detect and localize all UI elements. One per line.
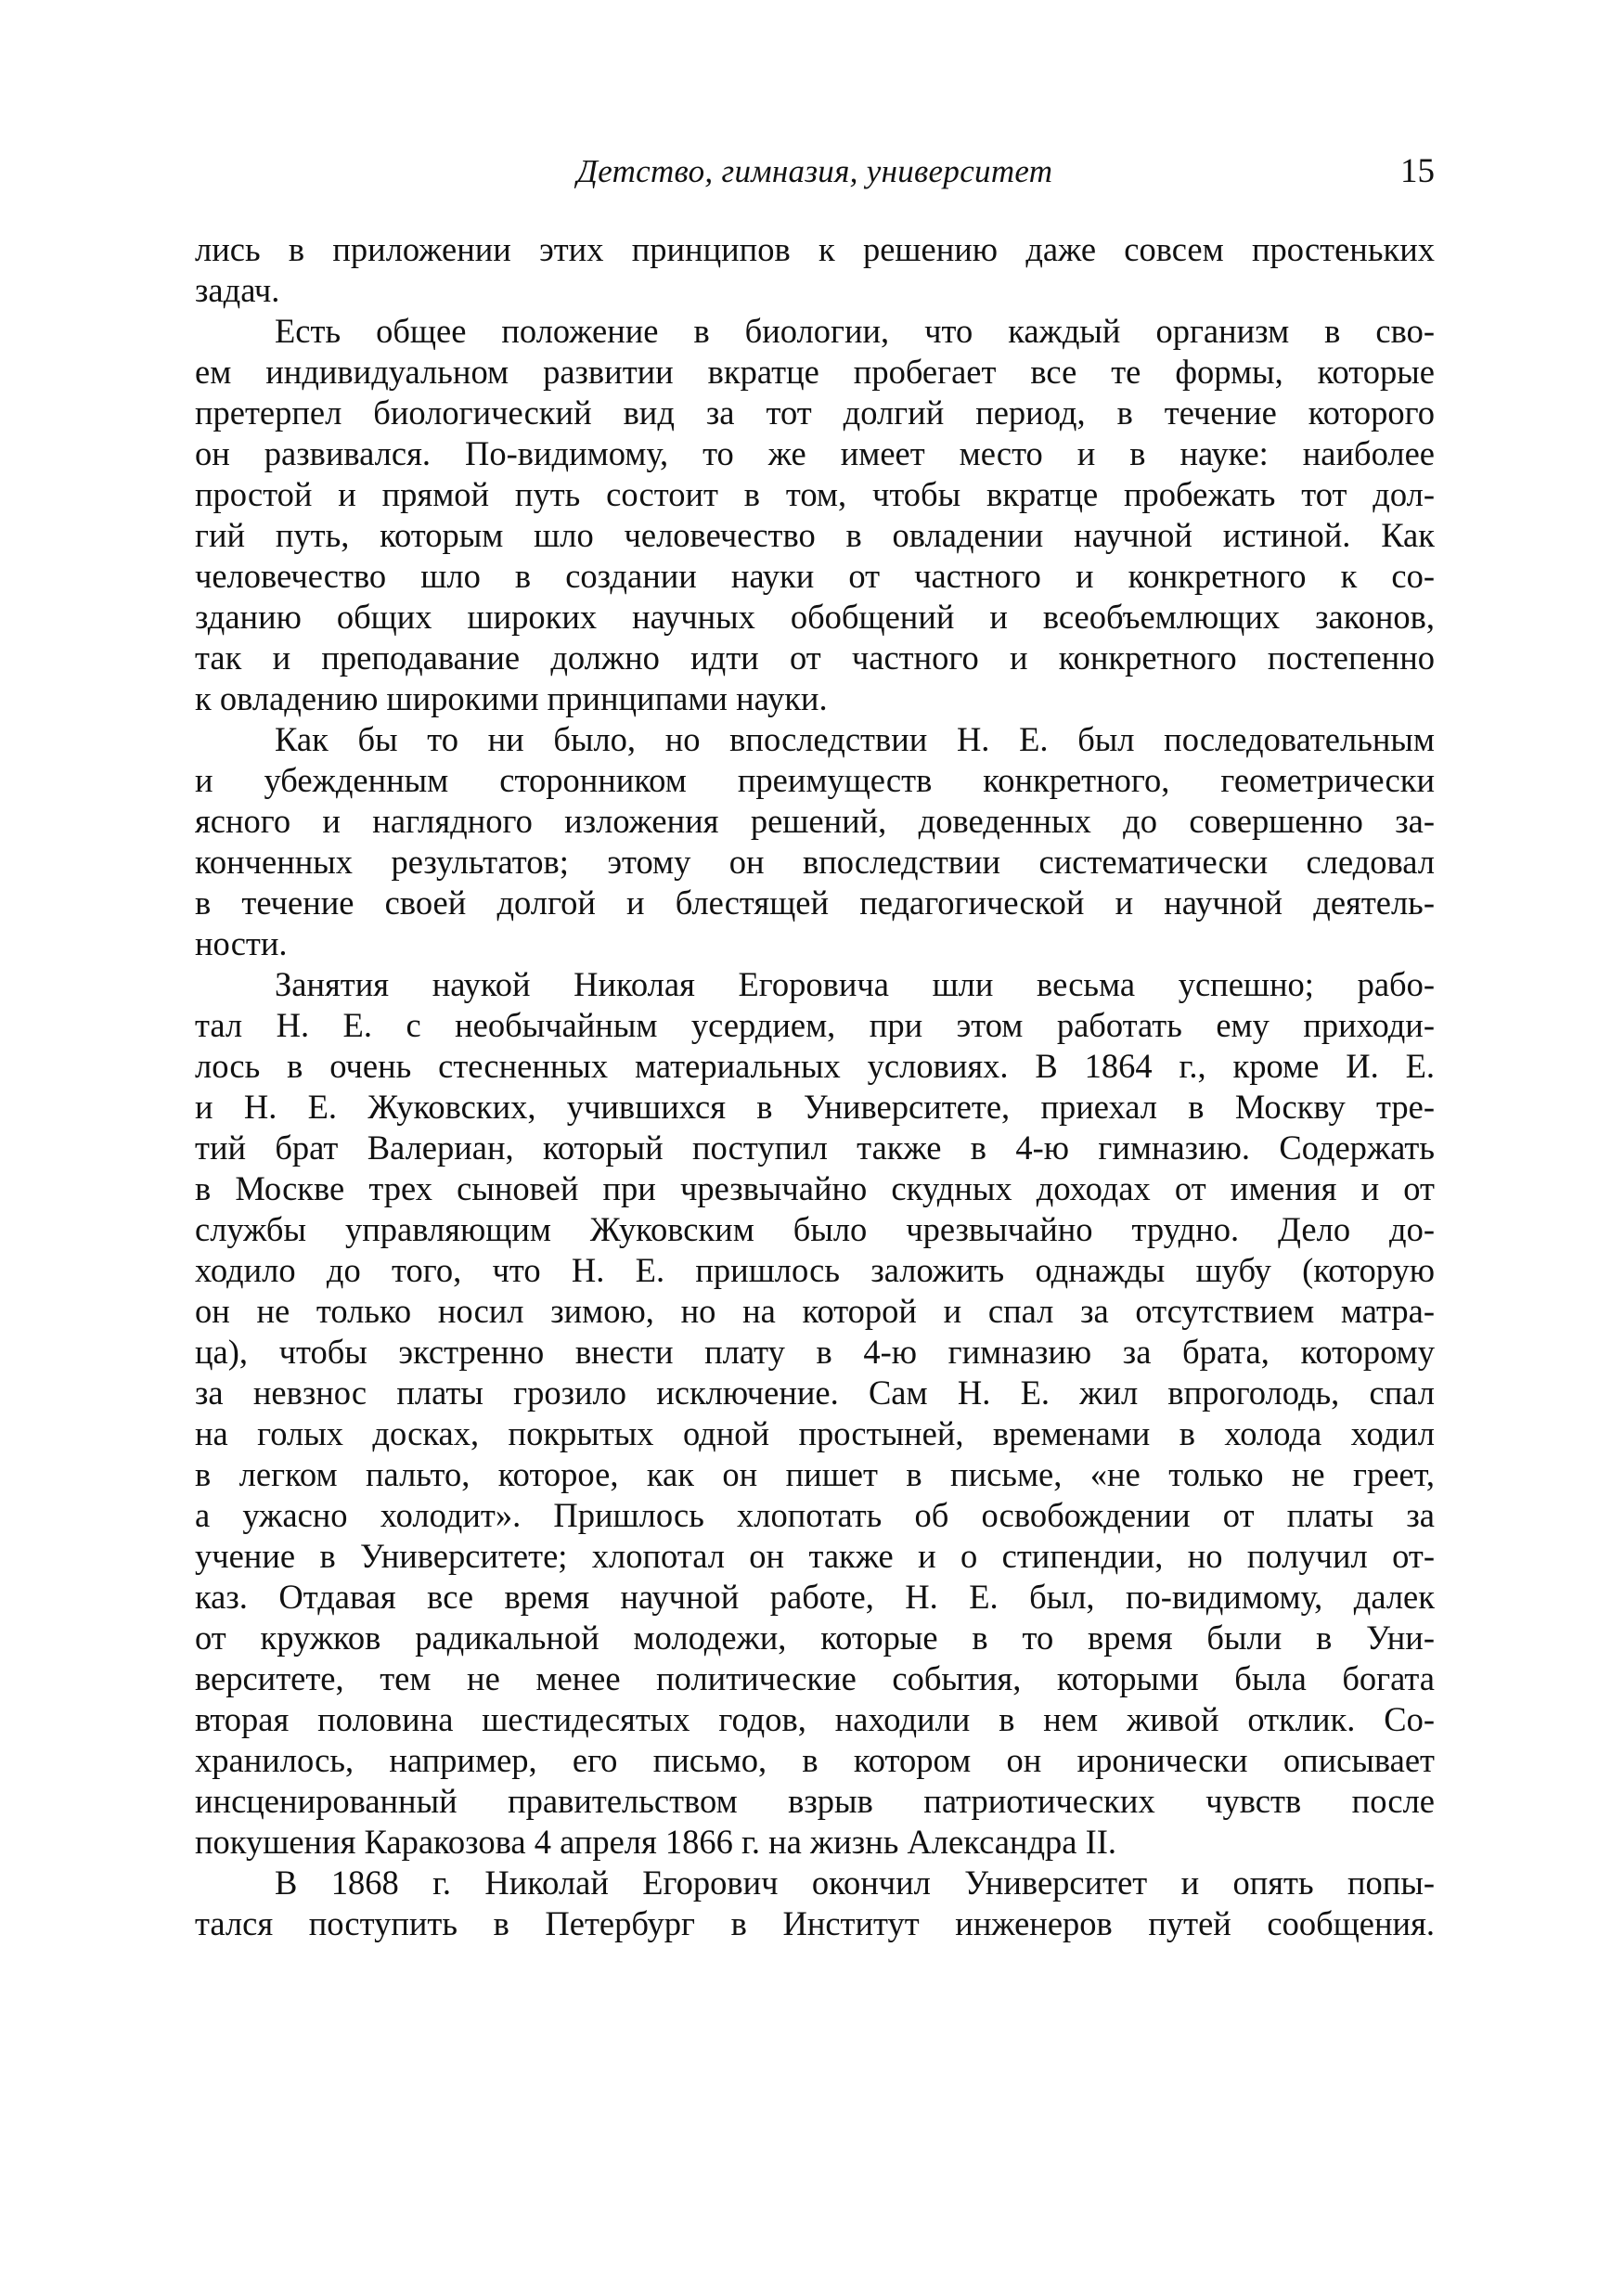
text-line: в Москве трех сыновей при чрезвычайно скудных доходах от имения и от: [195, 1169, 1435, 1207]
paragraph-first-line: Занятия наукой Николая Егоровича шли весьма успешно; рабо-: [275, 965, 1435, 1003]
text-line: инсценированный правительством взрыв патриотических чувств после: [195, 1782, 1435, 1820]
text-line: лись в приложении этих принципов к решению даже совсем простеньких: [195, 230, 1435, 268]
text-line: он не только носил зимою, но на которой и спал за отсутствием матра-: [195, 1292, 1435, 1330]
text-line: на голых досках, покрытых одной простыней, временами в холода ходил: [195, 1414, 1435, 1452]
paragraph-first-line: В 1868 г. Николай Егорович окончил Университет и опять попы-: [275, 1864, 1435, 1902]
text-line: и убежденным сторонником преимуществ конкретного, геометрически: [195, 761, 1435, 799]
text-line: за невзнос платы грозило исключение. Сам Н. Е. жил впроголодь, спал: [195, 1374, 1435, 1412]
text-line: тался поступить в Петербург в Институт инженеров путей сообщения.: [195, 1904, 1435, 1942]
text-line: ца), чтобы экстренно внести плату в 4-ю гимназию за брата, которому: [195, 1333, 1435, 1371]
text-line: в течение своей долгой и блестящей педагогической и научной деятель-: [195, 884, 1435, 922]
text-line: тал Н. Е. с необычайным усердием, при этом работать ему приходи-: [195, 1006, 1435, 1044]
text-line: лось в очень стесненных материальных условиях. В 1864 г., кроме И. Е.: [195, 1047, 1435, 1085]
text-line: службы управляющим Жуковским было чрезвычайно трудно. Дело до-: [195, 1210, 1435, 1248]
text-line: в легком пальто, которое, как он пишет в письме, «не только не греет,: [195, 1455, 1435, 1493]
page-number: 15: [1400, 152, 1435, 190]
text-line: и Н. Е. Жуковских, учившихся в Университете, приехал в Москву тре-: [195, 1088, 1435, 1126]
text-line: ходило до того, что Н. Е. пришлось заложить однажды шубу (которую: [195, 1251, 1435, 1289]
text-line: ем индивидуальном развитии вкратце пробегает все те формы, которые: [195, 353, 1435, 391]
text-line: от кружков радикальной молодежи, которые в то время были в Уни-: [195, 1619, 1435, 1657]
text-line: ясного и наглядного изложения решений, доведенных до совершенно за-: [195, 802, 1435, 840]
text-line: вторая половина шестидесятых годов, находили в нем живой отклик. Со-: [195, 1700, 1435, 1738]
text-line: тий брат Валериан, который поступил также в 4-ю гимназию. Содержать: [195, 1129, 1435, 1167]
running-title: Детство, гимназия, университет: [576, 153, 1053, 189]
running-head: [195, 148, 1435, 195]
text-line: зданию общих широких научных обобщений и всеобъемлющих законов,: [195, 598, 1435, 636]
body-text: [195, 229, 1435, 1944]
text-line: ности.: [195, 924, 288, 962]
paragraph-first-line: Как бы то ни было, но впоследствии Н. Е. был последовательным: [275, 720, 1435, 758]
text-line: конченных результатов; этому он впоследствии систематически следовал: [195, 843, 1435, 881]
text-line: каз. Отдавая все время научной работе, Н. Е. был, по-видимому, далек: [195, 1578, 1435, 1616]
text-line: к овладению широкими принципами науки.: [195, 679, 828, 717]
text-line: верситете, тем не менее политические события, которыми была богата: [195, 1659, 1435, 1697]
text-line: учение в Университете; хлопотал он также и о стипендии, но получил от-: [195, 1537, 1435, 1575]
text-line: так и преподавание должно идти от частного и конкретного постепенно: [195, 638, 1435, 677]
text-line: гий путь, которым шло человечество в овладении научной истиной. Как: [195, 516, 1435, 554]
text-line: человечество шло в создании науки от частного и конкретного к со-: [195, 557, 1435, 595]
text-line: задач.: [195, 271, 280, 309]
text-line: претерпел биологический вид за тот долгий период, в течение которого: [195, 393, 1435, 432]
text-line: хранилось, например, его письмо, в котором он иронически описывает: [195, 1741, 1435, 1779]
text-line: он развивался. По-видимому, то же имеет место и в науке: наиболее: [195, 434, 1435, 472]
text-line: а ужасно холодит». Пришлось хлопотать об освобождении от платы за: [195, 1496, 1435, 1534]
paragraph-first-line: Есть общее положение в биологии, что каждый организм в сво-: [275, 312, 1435, 350]
text-line: простой и прямой путь состоит в том, чтобы вкратце пробежать тот дол-: [195, 475, 1435, 513]
text-line: покушения Каракозова 4 апреля 1866 г. на жизнь Александра II.: [195, 1823, 1117, 1861]
